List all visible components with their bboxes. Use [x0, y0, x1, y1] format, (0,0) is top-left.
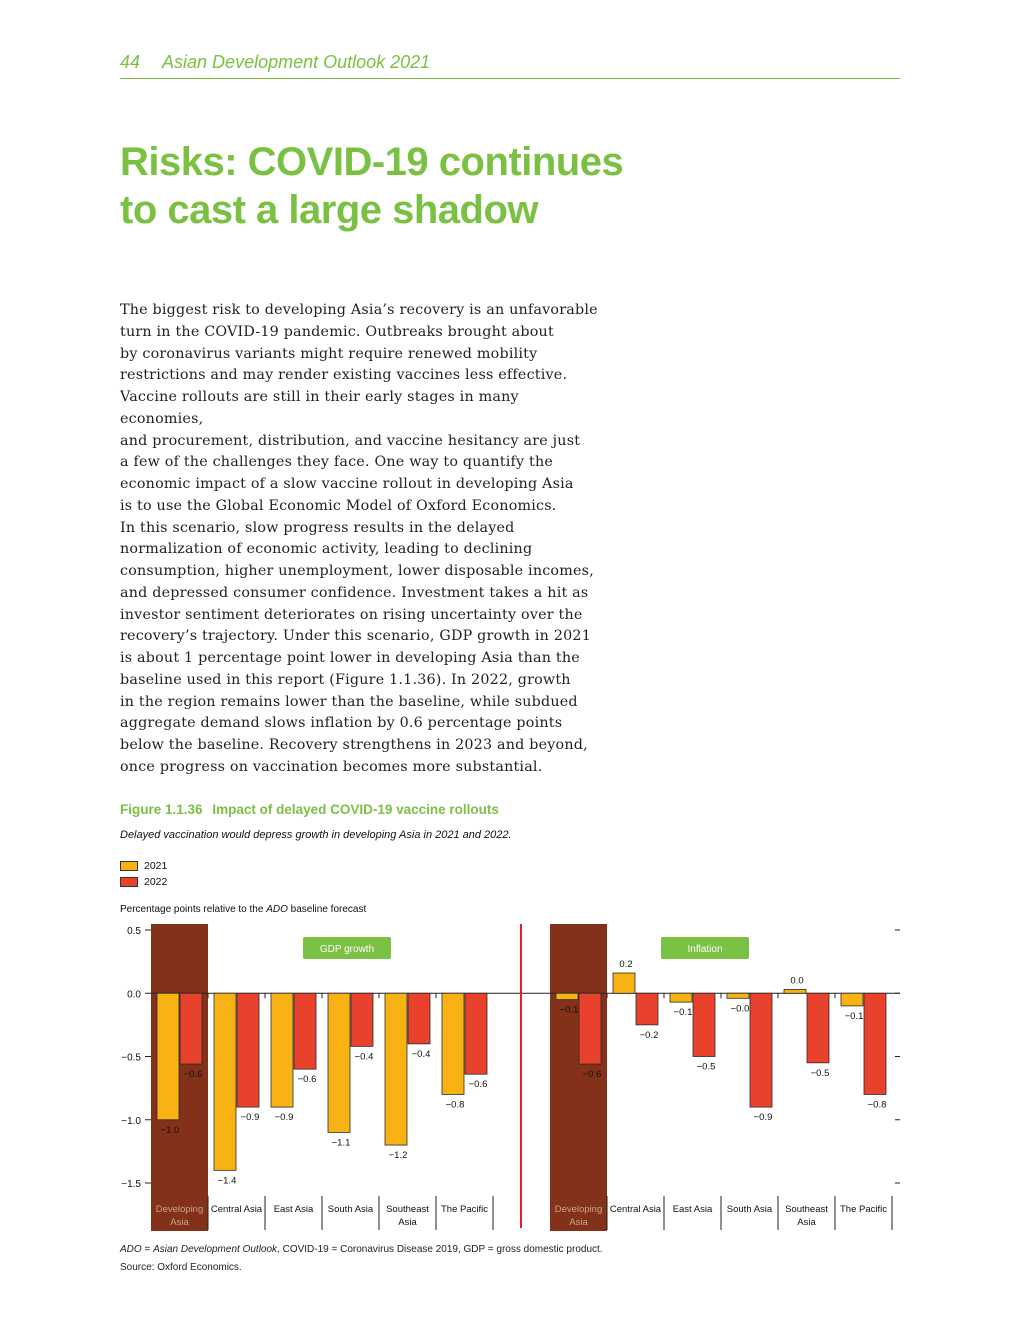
footnote-abbrev-expansion: Asian Development Outlook	[153, 1244, 278, 1255]
data-label: −0.5	[696, 1061, 716, 1073]
data-label: 0.2	[619, 959, 633, 971]
bar-2021-central-asia	[214, 993, 236, 1170]
bar-2021-southeast-asia	[385, 993, 407, 1145]
body-line: once progress on vaccination becomes more substantial.	[120, 758, 543, 775]
footnote-abbrev: ADO	[120, 1244, 142, 1255]
category-label: Asia	[797, 1217, 816, 1228]
body-line: a few of the challenges they face. One way to quantify the	[120, 454, 554, 471]
panel-badge-label: Inflation	[687, 944, 723, 955]
data-label: −0.0	[730, 1003, 750, 1015]
data-label: −0.6	[468, 1079, 488, 1091]
bar-2022-south-asia	[750, 993, 772, 1107]
body-line: investor sentiment deteriorates on rising uncertainty over the	[120, 606, 583, 623]
body-line: In this scenario, slow progress results in the delayed	[120, 519, 515, 536]
bar-2022-developing-asia	[579, 993, 601, 1064]
bar-2021-south-asia	[727, 993, 749, 998]
data-label: −0.4	[354, 1051, 374, 1063]
bar-2021-developing-asia	[157, 993, 179, 1120]
body-line: baseline used in this report (Figure 1.1.36). In 2022, growth	[120, 671, 571, 688]
data-label: −0.2	[639, 1029, 659, 1041]
bar-2021-south-asia	[328, 993, 350, 1132]
bar-2022-central-asia	[237, 993, 259, 1107]
body-line: recovery’s trajectory. Under this scenario, GDP growth in 2021	[120, 628, 592, 645]
data-label: −0.8	[867, 1099, 887, 1111]
bar-2022-east-asia	[693, 993, 715, 1056]
panel-badge-label: GDP growth	[319, 944, 375, 955]
section-title	[120, 138, 640, 234]
y-tick-label: −0.5	[121, 1052, 141, 1064]
body-line: turn in the COVID-19 pandemic. Outbreaks brought about	[120, 323, 554, 340]
data-label: −0.4	[411, 1048, 431, 1060]
bar-chart	[110, 918, 910, 1238]
running-header	[120, 52, 900, 79]
category-label: Asia	[569, 1217, 588, 1228]
data-label: 0.0	[790, 975, 804, 987]
data-label: −0.6	[582, 1069, 602, 1081]
bar-2022-east-asia	[294, 993, 316, 1069]
data-label: −0.6	[297, 1074, 317, 1086]
y-axis-unit	[120, 904, 366, 915]
data-label: −0.5	[810, 1067, 830, 1079]
bar-2022-the-pacific	[465, 993, 487, 1074]
data-label: −1.1	[331, 1137, 351, 1149]
body-line: Vaccine rollouts are still in their early stages in many economies,	[120, 389, 519, 427]
y-tick-label: −1.5	[121, 1179, 141, 1190]
bar-2022-central-asia	[636, 993, 658, 1025]
data-label: −0.9	[240, 1112, 260, 1124]
category-label: South Asia	[726, 1204, 773, 1215]
body-line: normalization of economic activity, leading to declining	[120, 541, 533, 558]
body-line: is about 1 percentage point lower in developing Asia than the	[120, 650, 580, 666]
legend-item-2021	[120, 858, 167, 874]
body-line: economic impact of a slow vaccine rollout in developing Asia	[120, 476, 574, 492]
figure-source: Source: Oxford Economics.	[120, 1262, 242, 1273]
bar-2021-southeast-asia	[784, 989, 806, 993]
footnote-rest: , COVID-19 = Coronavirus Disease 2019, GDP = gross domestic product.	[277, 1244, 603, 1255]
bar-2021-the-pacific	[442, 993, 464, 1094]
category-label: The Pacific	[840, 1204, 887, 1215]
category-label: East Asia	[273, 1204, 314, 1215]
data-label: −1.4	[217, 1175, 237, 1187]
category-label: Asia	[398, 1217, 417, 1228]
chart-legend	[120, 858, 167, 890]
data-label: −1.2	[388, 1150, 408, 1162]
category-label: Asia	[170, 1217, 189, 1228]
y-tick-label: 0.0	[127, 989, 141, 1001]
legend-swatch-2021	[120, 861, 138, 871]
legend-label-2022: 2022	[144, 876, 168, 888]
data-label: −0.1	[559, 1004, 579, 1016]
body-line: The biggest risk to developing Asia’s recovery is an unfavorable	[120, 302, 598, 318]
section-title-line-1: Risks: COVID-19 continues	[120, 140, 624, 184]
y-axis-unit-suffix: baseline forecast	[287, 904, 367, 915]
category-label: Developing	[155, 1204, 204, 1215]
data-label: −0.8	[445, 1099, 465, 1111]
legend-item-2022	[120, 874, 167, 890]
body-line: aggregate demand slows inflation by 0.6 percentage points	[120, 715, 563, 732]
bar-2021-the-pacific	[841, 993, 863, 1006]
bar-2022-the-pacific	[864, 993, 886, 1094]
bar-2022-southeast-asia	[807, 993, 829, 1063]
body-line: and depressed consumer confidence. Investment takes a hit as	[120, 584, 589, 601]
body-line: in the region remains lower than the baseline, while subdued	[120, 693, 578, 710]
bar-2022-south-asia	[351, 993, 373, 1046]
legend-swatch-2022	[120, 877, 138, 887]
figure-footnote	[120, 1244, 603, 1255]
figure-subtitle: Delayed vaccination would depress growth in developing Asia in 2021 and 2022.	[120, 829, 512, 841]
category-label: The Pacific	[441, 1204, 488, 1215]
data-label: −0.9	[753, 1112, 773, 1124]
category-label: Developing	[554, 1204, 603, 1215]
body-line: consumption, higher unemployment, lower disposable incomes,	[120, 563, 594, 579]
y-axis-unit-italic: ADO	[266, 904, 288, 915]
bar-2021-east-asia	[670, 993, 692, 1002]
y-axis-unit-prefix: Percentage points relative to the	[120, 904, 267, 915]
body-line: below the baseline. Recovery strengthens in 2023 and beyond,	[120, 737, 588, 753]
category-label: South Asia	[327, 1204, 374, 1215]
publication-title: Asian Development Outlook 2021	[162, 52, 431, 72]
figure-title-text: Impact of delayed COVID-19 vaccine rollouts	[212, 802, 499, 817]
figure-title	[120, 802, 499, 817]
y-tick-label: 0.5	[127, 926, 141, 937]
page-number: 44	[120, 52, 141, 72]
category-label: Central Asia	[609, 1204, 662, 1215]
body-line: by coronavirus variants might require renewed mobility	[120, 345, 538, 362]
section-title-line-2: to cast a large shadow	[120, 188, 539, 232]
footnote-equals: =	[141, 1244, 154, 1255]
bar-2021-east-asia	[271, 993, 293, 1107]
bar-2021-central-asia	[613, 973, 635, 993]
body-line: and procurement, distribution, and vaccine hesitancy are just	[120, 432, 581, 449]
bar-2022-southeast-asia	[408, 993, 430, 1044]
data-label: −0.1	[844, 1010, 864, 1022]
data-label: −0.1	[673, 1007, 693, 1019]
category-label: Southeast	[785, 1204, 828, 1215]
bar-2021-developing-asia	[556, 993, 578, 999]
data-label: −0.9	[274, 1112, 294, 1124]
body-paragraph	[120, 300, 600, 779]
data-label: −0.6	[183, 1069, 203, 1081]
bar-2022-developing-asia	[180, 993, 202, 1064]
body-line: restrictions and may render existing vaccines less effective.	[120, 367, 568, 384]
legend-label-2021: 2021	[144, 860, 168, 872]
category-label: Southeast	[386, 1204, 429, 1215]
figure-number: Figure 1.1.36	[120, 802, 203, 817]
body-line: is to use the Global Economic Model of Oxford Economics.	[120, 497, 557, 514]
category-label: East Asia	[672, 1204, 713, 1215]
y-tick-label: −1.0	[121, 1115, 141, 1127]
category-label: Central Asia	[210, 1204, 263, 1215]
data-label: −1.0	[160, 1124, 180, 1136]
